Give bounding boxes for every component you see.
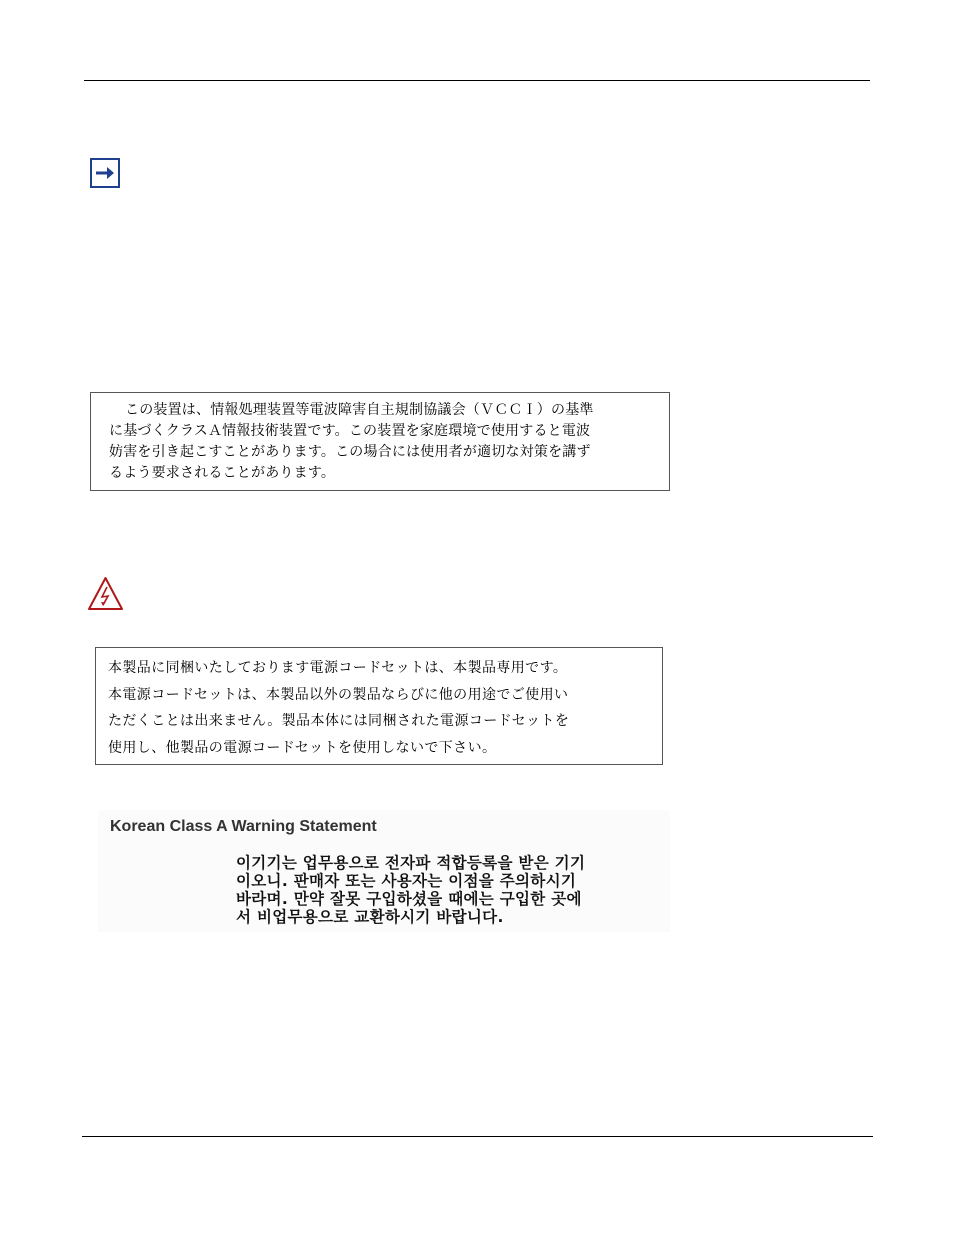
- power-cord-notice-line: 本電源コードセットは、本製品以外の製品ならびに他の用途でご使用い: [108, 686, 569, 703]
- electrical-hazard-warning-icon: [87, 576, 124, 611]
- power-cord-notice-line: 使用し、他製品の電源コードセットを使用しないで下さい。: [108, 739, 497, 756]
- korean-statement-title: Korean Class A Warning Statement: [110, 818, 377, 835]
- footer-rule: [82, 1136, 873, 1137]
- vcci-notice-line: に基づくクラスＡ情報技術装置です。この装置を家庭環境で使用すると電波: [109, 423, 591, 439]
- vcci-notice-line: 妨害を引き起こすことがあります。この場合には使用者が適切な対策を講ず: [109, 444, 591, 460]
- korean-statement-line: 서 비업무용으로 교환하시기 바랍니다.: [236, 908, 504, 926]
- header-rule: [84, 80, 870, 81]
- korean-warning-statement: [98, 810, 670, 932]
- power-cord-notice-line: 本製品に同梱いたしております電源コードセットは、本製品専用です。: [108, 660, 568, 676]
- vcci-notice-line: るよう要求されることがあります。: [109, 465, 336, 481]
- vcci-notice-box: [90, 392, 670, 491]
- korean-statement-text: [236, 854, 666, 926]
- korean-statement-line: 이기기는 업무용으로 전자파 적합등록을 받은 기기: [236, 854, 586, 872]
- power-cord-notice-box: [95, 647, 663, 765]
- power-cord-notice-line: ただくことは出来ません。製品本体には同梱された電源コードセットを: [108, 713, 570, 729]
- arrow-right-icon: [90, 158, 120, 188]
- korean-statement-line: 이오니. 판매자 또는 사용자는 이점을 주의하시기: [236, 872, 577, 890]
- korean-statement-line: 바라며. 만약 잘못 구입하셨을 때에는 구입한 곳에: [236, 890, 582, 908]
- vcci-notice-line: この装置は、情報処理装置等電波障害自主規制協議会（ＶＣＣＩ）の基準: [125, 402, 594, 418]
